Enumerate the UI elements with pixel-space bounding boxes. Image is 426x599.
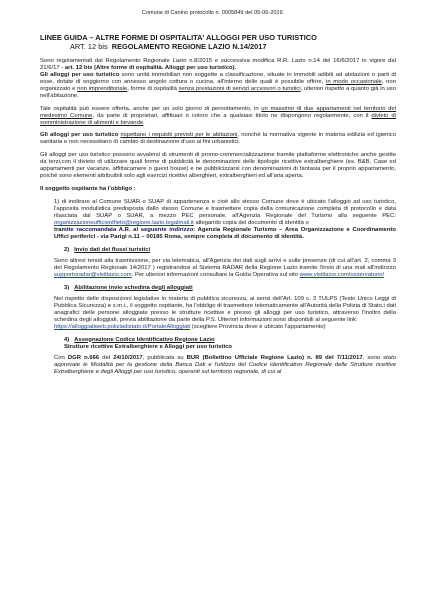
obligation-4-heading: 4) Assegnazione Codice Identificativo Regione Lazio Strutture ricettive Extralberghiere e Alloggi per uso turistico bbox=[64, 336, 233, 350]
title-regulation: REGOLAMENTO REGIONE LAZIO N.14/2017 bbox=[111, 41, 267, 51]
document-title bbox=[40, 34, 400, 51]
alloggiati-link[interactable]: https://alloggiatiweb.poliziadistato.it/PortaleAlloggiati bbox=[54, 323, 191, 330]
obligation-3-heading: 3) Abilitazione invio schedina degli alloggiati bbox=[64, 284, 193, 291]
obligation-4: Con DGR n.666 del 24/10/2017, pubblicata su BUR (Bollettino Ufficiale Regione Lazio) n. 89 del 7/11/2017, sono stato approvate le Modalità per la gestione della Banca Dati e l'utilizzo del Codice identificativo Regionale delle Strutture ricettive Extralberghiere e degli Alloggi per uso turistico, operanti sul territorio regionale, di cui al bbox=[54, 354, 396, 375]
obligation-4-subheading: Strutture ricettive Extralberghiere e Alloggi per uso turistico bbox=[64, 343, 233, 350]
visitlazio-link[interactable]: www.visitlazio.com/osservatorio/ bbox=[299, 272, 385, 279]
title-article: ART. 12 bis bbox=[70, 41, 108, 51]
radar-mail-link[interactable]: supportoradar@visitlazio.com bbox=[54, 272, 132, 279]
title-line-1: LINEE GUIDA – ALTRE FORME DI OSPITALITA' ALLOGGI PER USO TURISTICO bbox=[40, 33, 317, 42]
title-line-2 bbox=[40, 43, 400, 52]
obligation-3: Nel rispetto delle disposizioni legislative in materia di pubblica sicurezza, ai sensi dell'Art. 109 c. 3 TULPS (Testo Unico Leggi di Pubblica Sicurezza) e s.m.i., il soggetto ospitante, ha l'obbligo di trasmettere telematicamente all'Autorità della Polizia di Stato,i dati anagrafici delle persone alloggiate presso le strutture ricettive e presso gli alloggi per uso turistico, attraverso l'inoltro della schedina degli alloggiati, previa abilitazione da parte della P.S. Ulteriori informazioni sono disponibili al seguente link: https://alloggiatiweb.poliziadistato.it/PortaleAlloggiati (scegliere Provincia dove è ubicato l'appartamento) bbox=[54, 295, 396, 330]
obligation-1: 1) di inoltrare al Comune SUAR o SUAP di appartenenza e cioè allo stesso Comune dove è ubicato l'alloggio ad uso turistico, l'apposita modulistica predisposta dallo stesso Comune e trasmettere copia della comunicazione completa di protocollo e data rilasciata dal SUAP o SUAR, a mezzo PEC personale, all'Agenzia Regionale del Turismo alla seguente PEC: organizzazioneufficientfieto@regione.lazio.legalmail.it allegando copia del documento di identità o tramite raccomandata A.R. al seguente indirizzo: Agenzia Regionale Turismo – Area Organizzazione e Coordinamento Uffici periferici - via Parigi n.11 – 00185 Roma, sempre completa di documento di identità. bbox=[54, 199, 396, 241]
section-title-obblighi: Il soggetto ospitante ha l'obbligo : bbox=[40, 186, 136, 193]
pec-link[interactable]: organizzazioneufficientfieto@regione.lazio.legalmail.it bbox=[54, 220, 194, 227]
obligation-2-heading: 2) Invio dati dei flussi turistici bbox=[64, 247, 151, 254]
protocol-stamp: Comune di Canino protocollo n. 0005849 del 05-06-2019. bbox=[141, 10, 285, 16]
obligation-2: Sono altresì tenuti alla trasmissione, per via telematica, all'Agenzia dei dati sugli arrivi e sulle presenze (di cui all'art. 2, comma 3 del Regolamento Regionale 14/2017 ) registrandosi al Sistema RADAR della Regione Lazio tramite l'invio di una mail all'indirizzo supportoradar@visitlazio.com. Per ulteriori informazioni consultare la Guida Operativa sul sito www.visitlazio.com/osservatorio/ bbox=[54, 258, 396, 279]
paragraph-requisiti: Gli alloggi per uso turistico rispettano i requisiti previsti per le abitazioni, nonché la normativa vigente in materia edilizia ed igienico sanitaria e non necessitano di cambio di destinazione d'uso ai fini urbanistici. bbox=[40, 132, 396, 146]
paragraph-ospitalita: Tale ospitalità può essere offerta, anche per un solo giorno di pernottamento, in un massimo di due appartamenti nel territorio del medesimo Comune, da parte di proprietari, affittuari o coloro che a qualsiasi titolo ne dispongono regolarmente, con il divieto di somministrazione di alimenti e bevande. bbox=[40, 105, 397, 126]
paragraph-intro: Sono regolamentati dal Regolamento Regionale Lazio n.8/2015 e successiva modifica R.R. Lazio n.14 del 16/6/2017 in vigore dal 21/6/17 - art. 12 bis (Altre forme di ospitalità. Alloggi per uso turistico). Gli alloggi per uso turistico sono unità immobiliari non soggette a classificazione, situate in immobili adibiti ad abitazioni o parti di esse, dotate di soggiorno con annesso angolo cottura o cucina, all'interno delle quali è possibile offrire, in modo occasionale, non organizzato e non imprenditoriale, forme di ospitalità senza prestazioni di servizi accessori o turistici, ulteriori rispetto a quanto già in uso nell'abitazione. bbox=[40, 58, 396, 100]
paragraph-promo: Gli alloggi per uso turistico possono avvalersi di strumenti di promo-commercializzazione tramite piattaforme elettroniche anche gestite da terzi,con il divieto di utilizzare quali forme di pubblicità le denominazioni delle tipologie ricettive extralberghiere (es. B&B, Case ed appartamenti per vacanze, affittacamere o guest house) e ne pubblicizzarsi con denominazioni di fantasia per il proprio appartamento, poiché sono elementi attribuibili solo agli esercizi ricettivi alberghieri, extralberghieri ed all'aria aperta. bbox=[40, 152, 396, 180]
document-body bbox=[40, 58, 396, 381]
